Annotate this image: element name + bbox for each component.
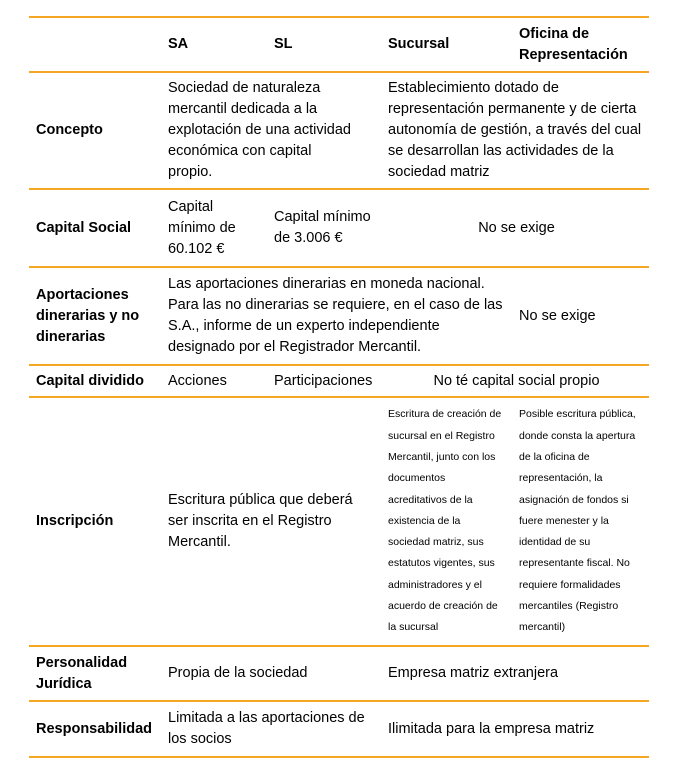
row-label-responsabilidad: Responsabilidad xyxy=(29,701,161,757)
col-header-oficina: Oficina de Representación xyxy=(512,17,649,72)
row-label-inscripcion: Inscripción xyxy=(29,397,161,646)
personalidad-sucursal-oficina: Empresa matriz extranjera xyxy=(381,646,649,701)
capital-dividido-sa: Acciones xyxy=(161,365,267,397)
row-aportaciones xyxy=(29,267,649,365)
responsabilidad-sa-sl: Limitada a las aportaciones de los socios xyxy=(161,701,381,757)
aportaciones-sa-sl-sucursal: Las aportaciones dinerarias en moneda nacional. Para las no dinerarias se requiere, en el caso de las S.A., informe de un experto independiente designado por el Registrador Mercantil. xyxy=(161,267,512,365)
responsabilidad-sucursal-oficina: Ilimitada para la empresa matriz xyxy=(381,701,649,757)
capital-social-sl: Capital mínimo de 3.006 € xyxy=(267,189,381,267)
row-label-concepto: Concepto xyxy=(29,72,161,189)
row-personalidad xyxy=(29,646,649,701)
inscripcion-oficina: Posible escritura pública, donde consta la apertura de la oficina de representación, la asignación de fondos si fuere menester y la identidad de su representante fiscal. No requiere formalidades mercantiles (Registro mercantil) xyxy=(512,397,649,646)
header-empty-cell xyxy=(29,17,161,72)
aportaciones-oficina: No se exige xyxy=(512,267,649,365)
capital-dividido-sucursal-oficina: No té capital social propio xyxy=(381,365,649,397)
row-capital-dividido xyxy=(29,365,649,397)
table-header-row xyxy=(29,17,649,72)
col-header-sl: SL xyxy=(267,17,381,72)
inscripcion-sa-sl: Escritura pública que deberá ser inscrita en el Registro Mercantil. xyxy=(161,397,381,646)
inscripcion-sucursal: Escritura de creación de sucursal en el Registro Mercantil, junto con los documentos acreditativos de la existencia de la sociedad matriz, sus estatutos vigentes, sus administradores y el acuerdo de creación de la sucursal xyxy=(381,397,512,646)
capital-social-sa: Capital mínimo de 60.102 € xyxy=(161,189,267,267)
comparison-table xyxy=(29,16,649,758)
col-header-sucursal: Sucursal xyxy=(381,17,512,72)
capital-social-sucursal-oficina: No se exige xyxy=(381,189,649,267)
concepto-sa-sl: Sociedad de naturaleza mercantil dedicada a la explotación de una actividad económica con capital propio. xyxy=(161,72,381,189)
personalidad-sa-sl: Propia de la sociedad xyxy=(161,646,381,701)
row-capital-social xyxy=(29,189,649,267)
row-responsabilidad xyxy=(29,701,649,757)
row-concepto xyxy=(29,72,649,189)
row-label-personalidad: Personalidad Jurídica xyxy=(29,646,161,701)
col-header-sa: SA xyxy=(161,17,267,72)
concepto-sucursal-oficina: Establecimiento dotado de representación permanente y de cierta autonomía de gestión, a través del cual se desarrollan las actividades de la sociedad matriz xyxy=(381,72,649,189)
row-label-capital-dividido: Capital dividido xyxy=(29,365,161,397)
capital-dividido-sl: Participaciones xyxy=(267,365,381,397)
row-label-capital-social: Capital Social xyxy=(29,189,161,267)
row-label-aportaciones: Aportaciones dinerarias y no dinerarias xyxy=(29,267,161,365)
row-inscripcion xyxy=(29,397,649,646)
